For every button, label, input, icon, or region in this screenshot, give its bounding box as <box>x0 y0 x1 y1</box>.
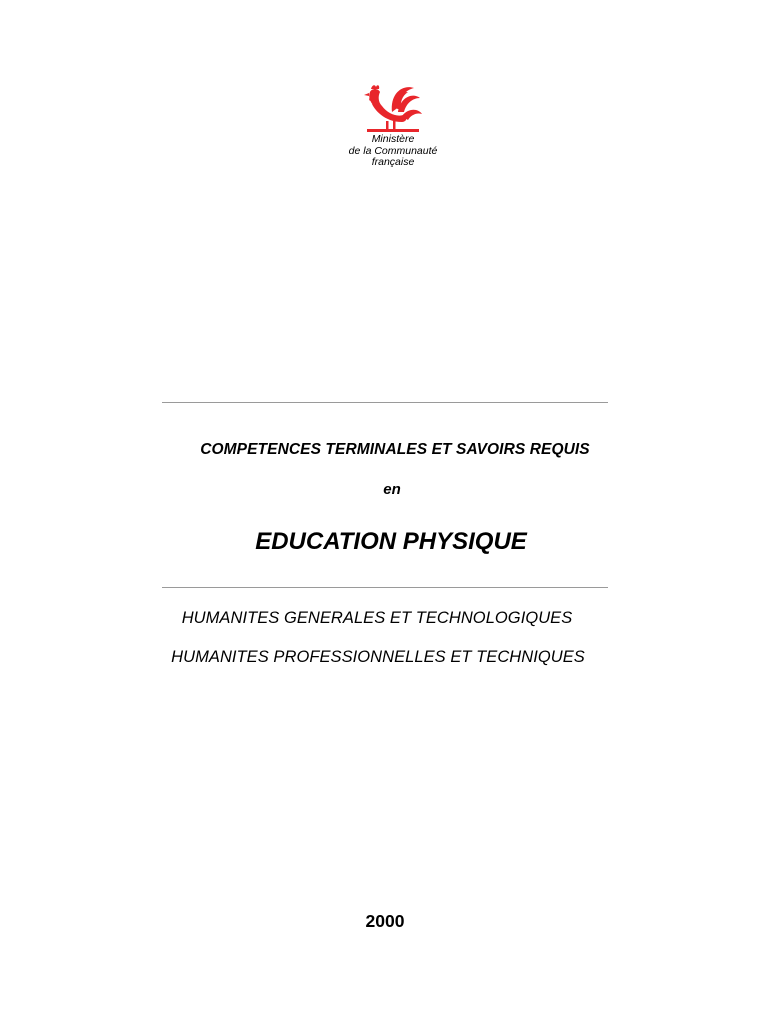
divider-top <box>162 402 608 403</box>
ministry-name <box>293 134 493 169</box>
publication-year: 2000 <box>365 911 405 931</box>
rooster-icon <box>362 82 422 134</box>
logo-underline <box>367 129 419 132</box>
ministry-line: de la Communauté <box>348 144 438 157</box>
track-professional: HUMANITES PROFESSIONNELLES ET TECHNIQUES <box>171 648 585 666</box>
ministry-line: Ministère <box>371 133 415 145</box>
ministry-line: française <box>371 156 415 168</box>
divider-bottom <box>162 587 608 588</box>
subtitle-connector: en <box>383 481 401 498</box>
document-subtitle: COMPETENCES TERMINALES ET SAVOIRS REQUIS <box>200 441 590 458</box>
track-general: HUMANITES GENERALES ET TECHNOLOGIQUES <box>181 609 573 627</box>
document-title: EDUCATION PHYSIQUE <box>255 528 527 555</box>
